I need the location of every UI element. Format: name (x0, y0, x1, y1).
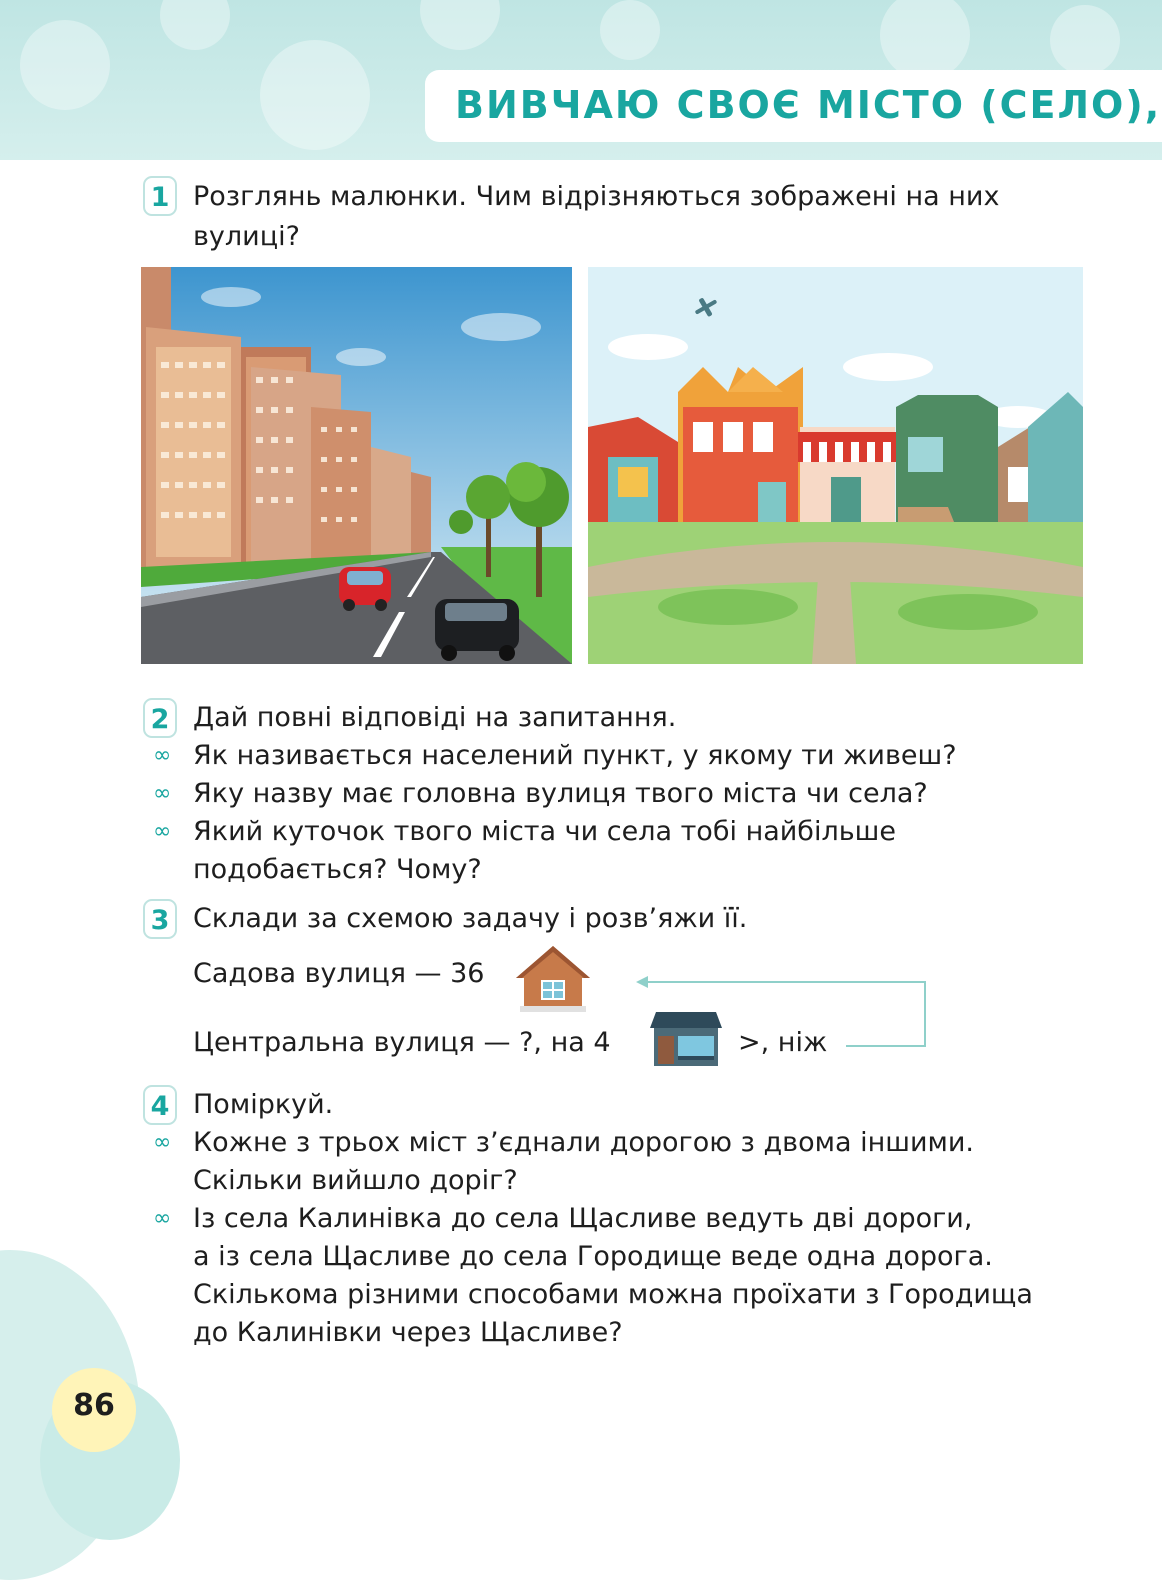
village-street-illustration (588, 267, 1083, 664)
task4-question-1-line2: Скільки вийшло доріг? (193, 1165, 518, 1196)
page-title: ВИВЧАЮ СВОЄ МІСТО (СЕЛО), (455, 83, 1162, 127)
city-street-illustration (141, 267, 572, 664)
shop-icon (648, 1010, 724, 1072)
infinity-icon: ∞ (153, 1206, 172, 1231)
task-number-3: 3 (143, 899, 177, 939)
task1-line1: Розглянь малюнки. Чим відрізняються зображені на них (193, 181, 1000, 212)
infinity-icon: ∞ (153, 1130, 172, 1155)
task4-intro: Поміркуй. (193, 1089, 334, 1120)
task1-line2: вулиці? (193, 221, 300, 252)
task-number-4: 4 (143, 1085, 177, 1125)
task3-row2-part2: >, ніж (738, 1027, 828, 1058)
infinity-icon: ∞ (153, 781, 172, 806)
task2-question-1: Як називається населений пункт, у якому ти живеш? (193, 740, 957, 771)
task4-question-2-line2: а із села Щасливе до села Городище веде одна дорога. (193, 1241, 993, 1272)
task3-row1: Садова вулиця — 36 (193, 958, 485, 989)
house-icon (514, 944, 592, 1018)
task2-intro: Дай повні відповіді на запитання. (193, 702, 677, 733)
task4-question-2-line3: Скількома різними способами можна проїхати з Городища (193, 1279, 1033, 1310)
infinity-icon: ∞ (153, 743, 172, 768)
task4-question-2-line1: Із села Калинівка до села Щасливе ведуть дві дороги, (193, 1203, 973, 1234)
task2-question-3-line2: подобається? Чому? (193, 854, 482, 885)
task4-question-1-line1: Кожне з трьох міст з’єднали дорогою з двома іншими. (193, 1127, 974, 1158)
task-number-1: 1 (143, 176, 177, 216)
task3-intro: Склади за схемою задачу і розв’яжи її. (193, 903, 748, 934)
task-number-2: 2 (143, 698, 177, 738)
task4-question-2-line4: до Калинівки через Щасливе? (193, 1317, 623, 1348)
task2-question-3-line1: Який куточок твого міста чи села тобі найбільше (193, 816, 896, 847)
task3-row2-part1: Центральна вулиця — ?, на 4 (193, 1027, 611, 1058)
task2-question-2: Яку назву має головна вулиця твого міста чи села? (193, 778, 928, 809)
infinity-icon: ∞ (153, 819, 172, 844)
page-number: 86 (73, 1388, 115, 1423)
